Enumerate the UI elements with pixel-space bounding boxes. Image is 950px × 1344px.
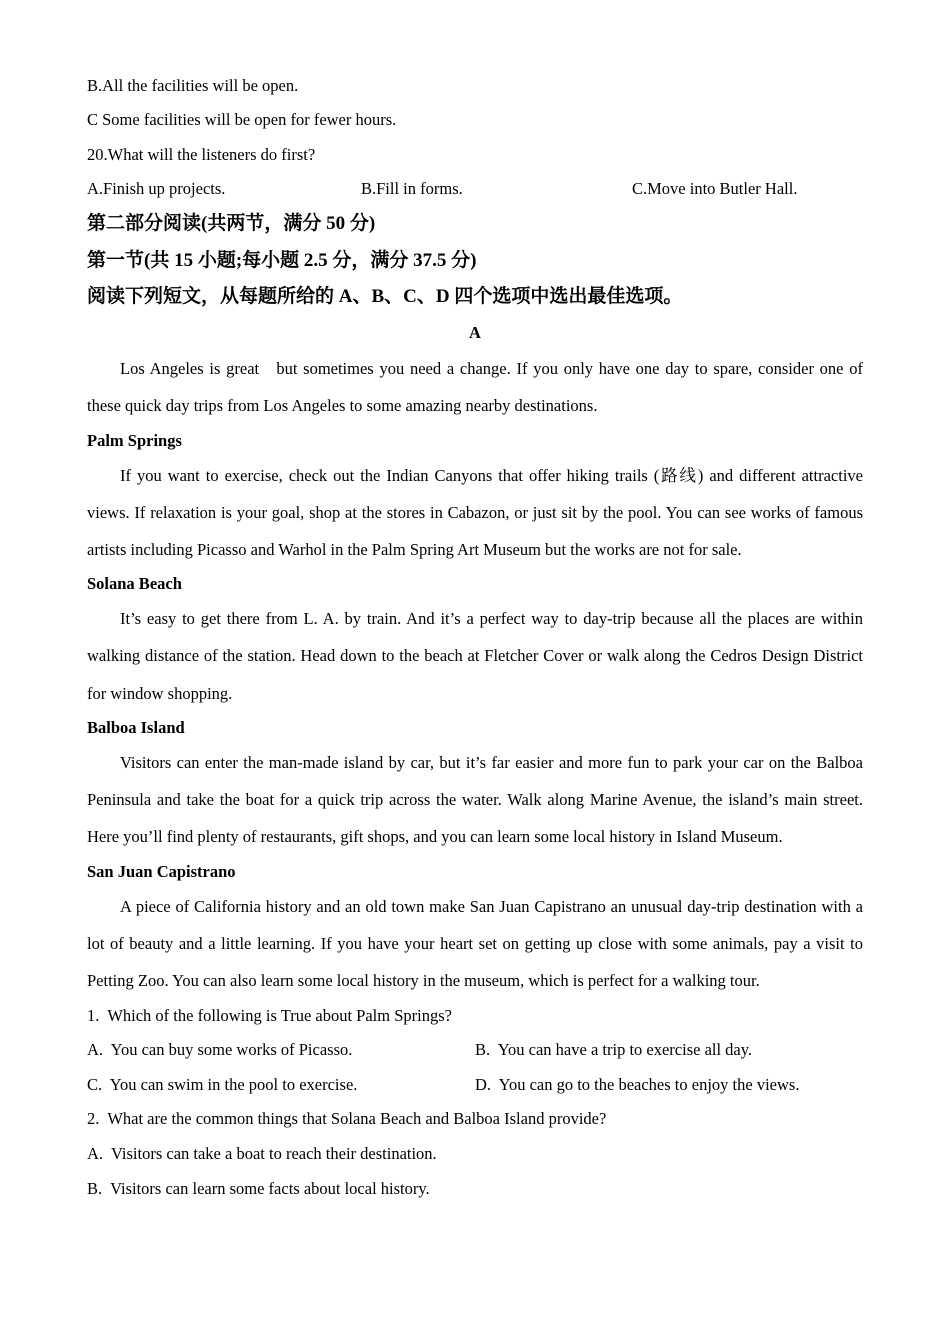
question-1-option-c: C. You can swim in the pool to exercise. [87, 1075, 358, 1094]
passage-line: walking distance of the station. Head down to the beach at Fletcher Cover or walk along the Cedros Design District [87, 646, 863, 665]
destination-heading-san-juan-capistrano: San Juan Capistrano [87, 862, 236, 881]
question-1-option-d: D. You can go to the beaches to enjoy the views. [475, 1075, 800, 1094]
passage-line: lot of beauty and a little learning. If you have your heart set on getting up close with some animals, pay a visit to [87, 934, 863, 953]
passage-line: It’s easy to get there from L. A. by train. And it’s a perfect way to day-trip because all the places are within [120, 609, 863, 628]
question-20-option-c: C.Move into Butler Hall. [632, 179, 798, 198]
passage-line: artists including Picasso and Warhol in the Palm Spring Art Museum but the works are not for sale. [87, 540, 742, 559]
destination-heading-balboa-island: Balboa Island [87, 718, 185, 737]
passage-line: views. If relaxation is your goal, shop at the stores in Cabazon, or just sit by the pool. You can see works of famous [87, 503, 863, 522]
passage-label: A [469, 323, 481, 342]
question-1-options-row [0, 1075, 950, 1095]
question-20-option-a: A.Finish up projects. [87, 179, 226, 198]
passage-line: Visitors can enter the man-made island by car, but it’s far easier and more fun to park your car on the Balboa [120, 753, 863, 772]
section-title: 第一节(共 15 小题;每小题 2.5 分，满分 37.5 分) [87, 250, 477, 271]
passage-line: Here you’ll find plenty of restaurants, gift shops, and you can learn some local history in Island Museum. [87, 827, 783, 846]
question-1-option-a: A. You can buy some works of Picasso. [87, 1040, 353, 1059]
passage-line: for window shopping. [87, 684, 233, 703]
question-20-stem: 20.What will the listeners do first? [87, 145, 316, 164]
previous-question-option-c: C Some facilities will be open for fewer hours. [87, 110, 397, 129]
destination-heading-palm-springs: Palm Springs [87, 431, 182, 450]
question-1-stem: 1. Which of the following is True about Palm Springs? [87, 1006, 452, 1025]
question-1-option-b: B. You can have a trip to exercise all day. [475, 1040, 753, 1059]
passage-intro-line: these quick day trips from Los Angeles to some amazing nearby destinations. [87, 396, 598, 415]
passage-intro-line: Los Angeles is great but sometimes you need a change. If you only have one day to spare, consider one of [120, 359, 863, 378]
reading-instructions: 阅读下列短文，从每题所给的 A、B、C、D 四个选项中选出最佳选项。 [87, 286, 683, 307]
part-title: 第二部分阅读(共两节，满分 50 分) [87, 213, 376, 234]
passage-line: If you want to exercise, check out the Indian Canyons that offer hiking trails (路线) and different attractive [120, 466, 863, 485]
question-2-option-b: B. Visitors can learn some facts about local history. [87, 1179, 430, 1198]
question-2-option-a: A. Visitors can take a boat to reach their destination. [87, 1144, 437, 1163]
question-2-stem: 2. What are the common things that Solana Beach and Balboa Island provide? [87, 1109, 607, 1128]
question-20-option-b: B.Fill in forms. [361, 179, 463, 198]
previous-question-option-b: B.All the facilities will be open. [87, 76, 299, 95]
passage-line: Petting Zoo. You can also learn some local history in the museum, which is perfect for a walking tour. [87, 971, 760, 990]
question-1-options-row [0, 1040, 950, 1060]
question-20-options [0, 179, 950, 199]
passage-line: Peninsula and take the boat for a quick trip across the water. Walk along Marine Avenue, the island’s main street. [87, 790, 863, 809]
destination-heading-solana-beach: Solana Beach [87, 574, 182, 593]
passage-line: A piece of California history and an old town make San Juan Capistrano an unusual day-trip destination with a [120, 897, 863, 916]
